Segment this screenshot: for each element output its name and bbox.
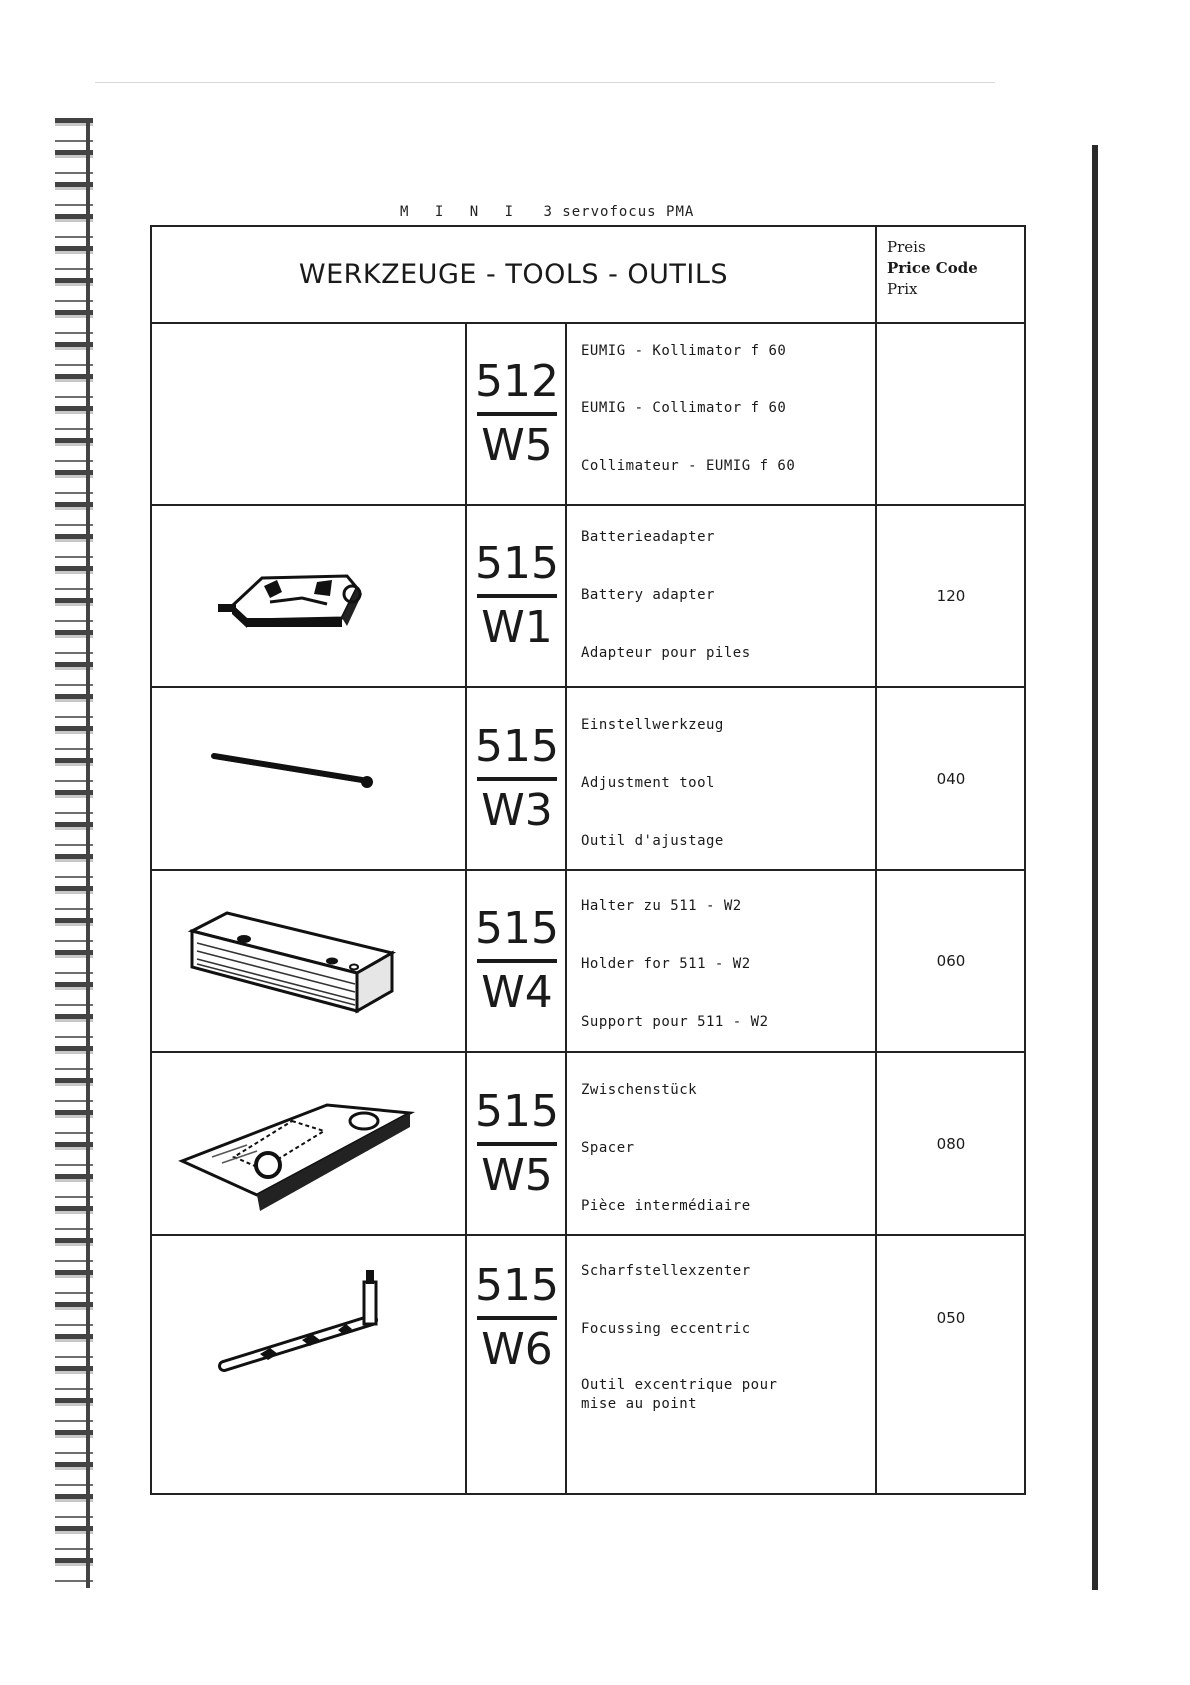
description-fr: Pièce intermédiaire: [581, 1198, 751, 1214]
table-row: [152, 324, 1024, 506]
description-fr: Adapteur pour piles: [581, 645, 751, 661]
description-cell: [567, 688, 877, 869]
price-label-fr: Prix: [887, 280, 918, 298]
description-fr: Collimateur - EUMIG f 60: [581, 458, 796, 474]
tools-table: [150, 225, 1026, 1495]
part-number: 515: [475, 1260, 559, 1311]
illustration-cell: [152, 1053, 467, 1234]
description-cell: [567, 1236, 877, 1493]
price-cell: [877, 324, 1025, 504]
price-cell: 050: [936, 1309, 966, 1327]
description-cell: [567, 1053, 877, 1234]
part-suffix: W4: [481, 967, 553, 1018]
part-suffix: W6: [481, 1324, 553, 1375]
part-number-cell: [467, 1236, 567, 1493]
description-de: Einstellwerkzeug: [581, 717, 724, 733]
spacer-plate-icon: [152, 1053, 465, 1234]
running-head-brand: M I N I: [400, 204, 523, 220]
description-cell: [567, 324, 877, 504]
description-fr: Support pour 511 - W2: [581, 1014, 769, 1030]
description-fr: Outil excentrique pour mise au point: [581, 1377, 778, 1412]
price-cell: 040: [936, 769, 966, 788]
illustration-cell: [152, 871, 467, 1051]
part-number-cell: [467, 506, 567, 686]
description-de: Scharfstellexzenter: [581, 1263, 751, 1279]
description-en: Adjustment tool: [581, 775, 715, 791]
description-en: Battery adapter: [581, 587, 715, 603]
part-number: 515: [475, 903, 559, 954]
table-row: [152, 871, 1024, 1053]
description-de: Zwischenstück: [581, 1082, 698, 1098]
description-de: Halter zu 511 - W2: [581, 898, 742, 914]
table-header: [152, 227, 1024, 324]
table-row: [152, 1236, 1024, 1493]
description-en: Spacer: [581, 1140, 635, 1156]
binding-edge: [86, 118, 90, 1588]
description-cell: [567, 871, 877, 1051]
description-de: Batterieadapter: [581, 529, 715, 545]
running-head-text: 3 servofocus PMA: [543, 204, 695, 220]
part-number: 512: [475, 356, 559, 407]
illustration-cell-empty: [152, 324, 467, 504]
battery-adapter-icon: [152, 506, 465, 686]
description-en: Holder for 511 - W2: [581, 956, 751, 972]
part-number: 515: [475, 720, 559, 772]
part-number: 515: [475, 538, 559, 589]
price-cell: 060: [936, 952, 966, 970]
part-number-cell: [467, 871, 567, 1051]
page-edge-shadow: [1092, 145, 1098, 1590]
price-label-de: Preis: [887, 238, 926, 256]
part-number-cell: [467, 1053, 567, 1234]
part-number-cell: [467, 324, 567, 504]
description-de: EUMIG - Kollimator f 60: [581, 343, 787, 359]
part-number-cell: [467, 688, 567, 869]
price-cell: 120: [936, 587, 966, 605]
part-suffix: W1: [481, 602, 553, 653]
running-head: [400, 204, 694, 220]
illustration-cell: [152, 1236, 467, 1493]
holder-block-icon: [152, 871, 465, 1051]
description-en: Focussing eccentric: [581, 1321, 751, 1337]
price-column-header: [887, 237, 1017, 300]
page-edge-top: [95, 82, 995, 83]
part-suffix: W5: [481, 420, 553, 471]
table-row: [152, 1053, 1024, 1236]
part-number: 515: [475, 1085, 559, 1137]
focussing-eccentric-icon: [152, 1236, 465, 1416]
part-suffix: W5: [481, 1149, 553, 1201]
illustration-cell: [152, 688, 467, 869]
table-row: [152, 506, 1024, 688]
table-title: WERKZEUGE - TOOLS - OUTILS: [152, 227, 877, 322]
price-cell: 080: [936, 1134, 966, 1153]
price-label-en: Price Code: [887, 259, 978, 277]
table-row: [152, 688, 1024, 871]
part-suffix: W3: [481, 784, 553, 836]
description-fr: Outil d'ajustage: [581, 833, 724, 849]
illustration-cell: [152, 506, 467, 686]
description-cell: [567, 506, 877, 686]
adjustment-tool-icon: [152, 688, 465, 869]
description-en: EUMIG - Collimator f 60: [581, 400, 787, 416]
